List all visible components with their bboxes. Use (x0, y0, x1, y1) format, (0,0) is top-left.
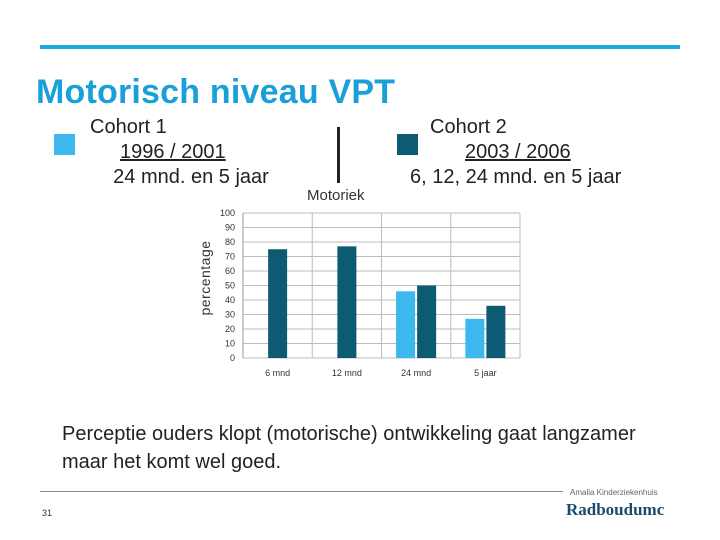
y-tick-label: 20 (224, 324, 235, 334)
cohort2-title: Cohort 2 (430, 116, 507, 138)
org-logo: Radboudumc (566, 500, 665, 519)
cohort1-title: Cohort 1 (90, 116, 167, 138)
org-subtitle: Amalia Kinderziekenhuis (570, 488, 658, 497)
x-tick-label: 12 mnd (331, 368, 362, 378)
motoriek-label: Motoriek (307, 187, 365, 204)
y-tick-label: 100 (219, 208, 235, 218)
x-tick-label: 24 mnd (401, 368, 432, 378)
cohort1-ages: 24 mnd. en 5 jaar (113, 166, 269, 188)
y-tick-label: 60 (224, 266, 235, 276)
bar-cohort2-0 (268, 249, 287, 358)
cohort2-ages: 6, 12, 24 mnd. en 5 jaar (410, 166, 622, 188)
y-tick-label: 10 (224, 338, 235, 349)
cohort2-years: 2003 / 2006 (465, 141, 571, 163)
bar-cohort2-1 (337, 246, 356, 358)
x-tick-label: 6 mnd (265, 368, 291, 378)
y-tick-label: 40 (224, 295, 235, 305)
y-axis-label: percentage (197, 240, 213, 316)
bar-cohort2-2 (417, 286, 436, 359)
page-number: 31 (42, 508, 53, 518)
y-tick-label: 90 (224, 222, 235, 233)
bar-cohort1-3 (465, 319, 484, 358)
y-tick-label: 0 (229, 353, 235, 363)
y-tick-label: 50 (224, 280, 235, 291)
y-tick-label: 70 (224, 251, 235, 262)
y-tick-label: 80 (224, 237, 235, 247)
slide-title: Motorisch niveau VPT (36, 73, 396, 111)
bar-cohort2-3 (486, 306, 505, 358)
footer-rule (40, 491, 563, 492)
bar-cohort1-2 (396, 291, 415, 358)
x-tick-label: 5 jaar (474, 368, 497, 378)
footer-statement: Perceptie ouders klopt (motorische) ontwikkeling gaat langzamer maar het komt wel goed. (62, 423, 636, 473)
cohort1-years: 1996 / 2001 (120, 141, 226, 163)
y-tick-label: 30 (224, 309, 235, 320)
